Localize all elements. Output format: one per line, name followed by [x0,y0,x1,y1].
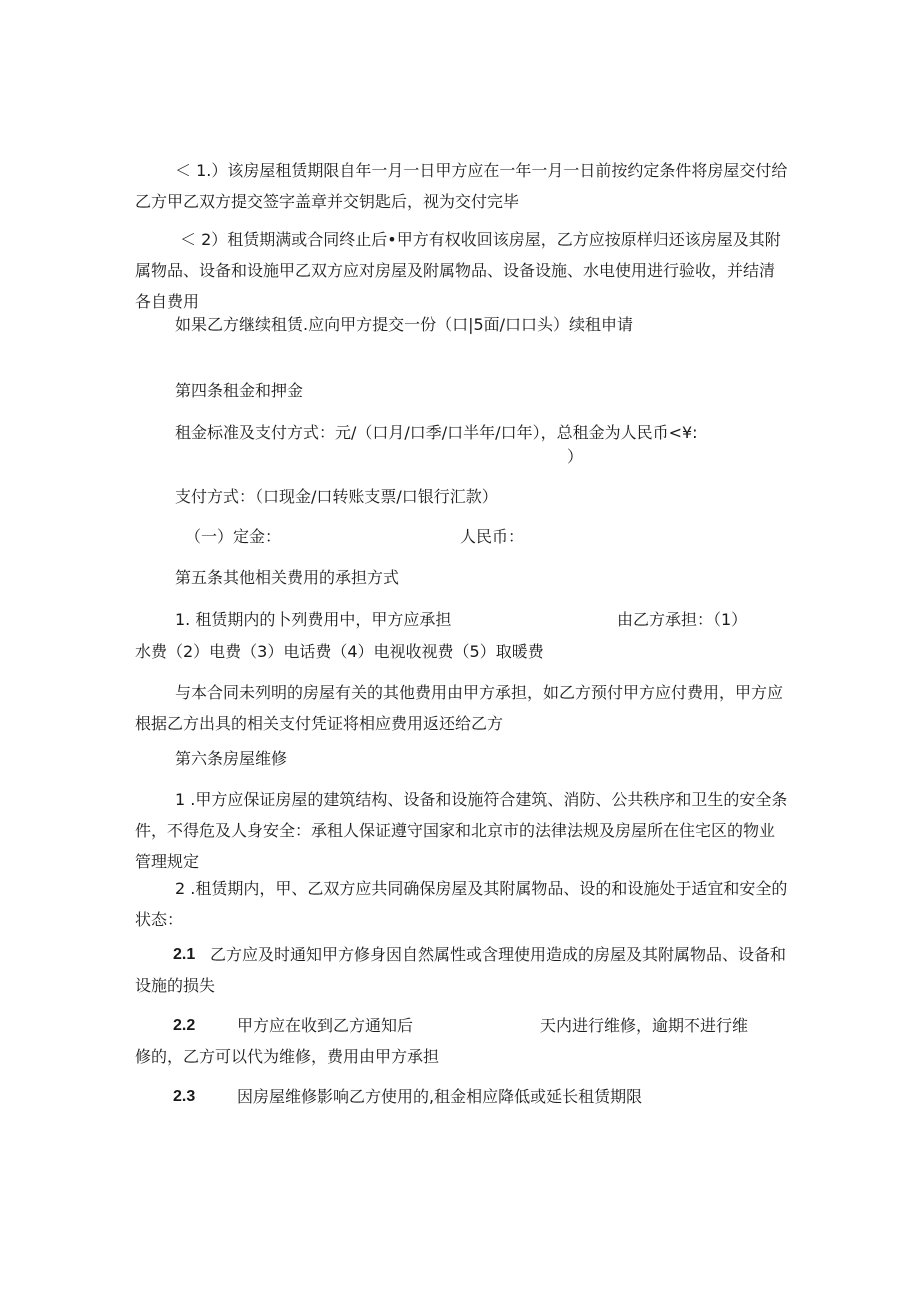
heading-article-5: 第五条其他相关费用的承担方式 [175,568,400,587]
heading-article-4: 第四条租金和押金 [175,381,304,400]
repair-clause-2: 2 .租赁期内，甲、乙双方应共同确保房屋及其附属物品、设的和设施处于适宜和安全的状态： [135,879,788,929]
repair-clause-1: 1 .甲方应保证房屋的建筑结构、设备和设施符合建筑、消防、公共秩序和卫生的安全条件，不得危及人身安全：承租人保证遵守国家和北京市的法律法规及房屋所在住宅区的物业管理规定 [135,790,788,871]
repair-2-2-part-c: 修的，乙方可以代为维修，费用由甲方承担 [135,1047,440,1066]
repair-2-2-part-b: 天内进行维修，逾期不进行维 [540,1016,749,1035]
repair-2-3: 因房屋维修影响乙方使用的,租金相应降低或延长租赁期限 [237,1087,643,1106]
deposit-rmb-label: 人民币： [460,527,525,546]
payment-method: 支付方式：（口现金/口转账支票/口银行汇款） [175,487,498,506]
rent-standard-line: 租金标准及支付方式：元/（口月/口季/口半年/口年），总租金为人民币<¥: [175,423,698,442]
repair-2-3-number: 2.3 [173,1088,196,1105]
repair-2-1: 乙方应及时通知甲方修身因自然属性或含理使用造成的房屋及其附属物品、设备和设施的损失 [135,945,787,995]
rent-close-paren: ） [567,447,584,466]
repair-2-1-number: 2.1 [173,946,196,963]
fees-tenant: 由乙方承担：（1） [617,610,748,629]
repair-2-2-number: 2.2 [173,1017,196,1034]
deposit-label: （一）定金： [185,527,282,546]
fees-landlord: 1. 租赁期内的卜列费用中，甲方应承担 [175,610,452,629]
repair-2-2-part-a: 甲方应在收到乙方通知后 [237,1016,414,1035]
clause-renewal: 如果乙方继续租赁.应向甲方提交一份（口|5面/口口头）续租申请 [175,315,634,334]
fees-list: 水费（2）电费（3）电话费（4）电视收视费（5）取暖费 [135,642,544,661]
fees-other: 与本合同未列明的房屋有关的其他费用由甲方承担，如乙方预付甲方应付费用，甲方应根据乙方出具的相关支付凭证将相应费用返还给乙方 [135,683,784,733]
clause-lease-term: ＜ 1.）该房屋租赁期限自年一月一日甲方应在一年一月一日前按约定条件将房屋交付给乙方甲乙双方提交签字盖章并交钥匙后，视为交付完毕 [135,161,788,211]
clause-lease-end: ＜ 2）租赁期满或合同终止后•甲方有权收回该房屋，乙方应按原样归还该房屋及其附属物品、设备和设施甲乙双方应对房屋及附属物品、设备设施、水电使用进行验收，并结清各自费用 [135,230,781,311]
heading-article-6: 第六条房屋维修 [175,749,288,768]
